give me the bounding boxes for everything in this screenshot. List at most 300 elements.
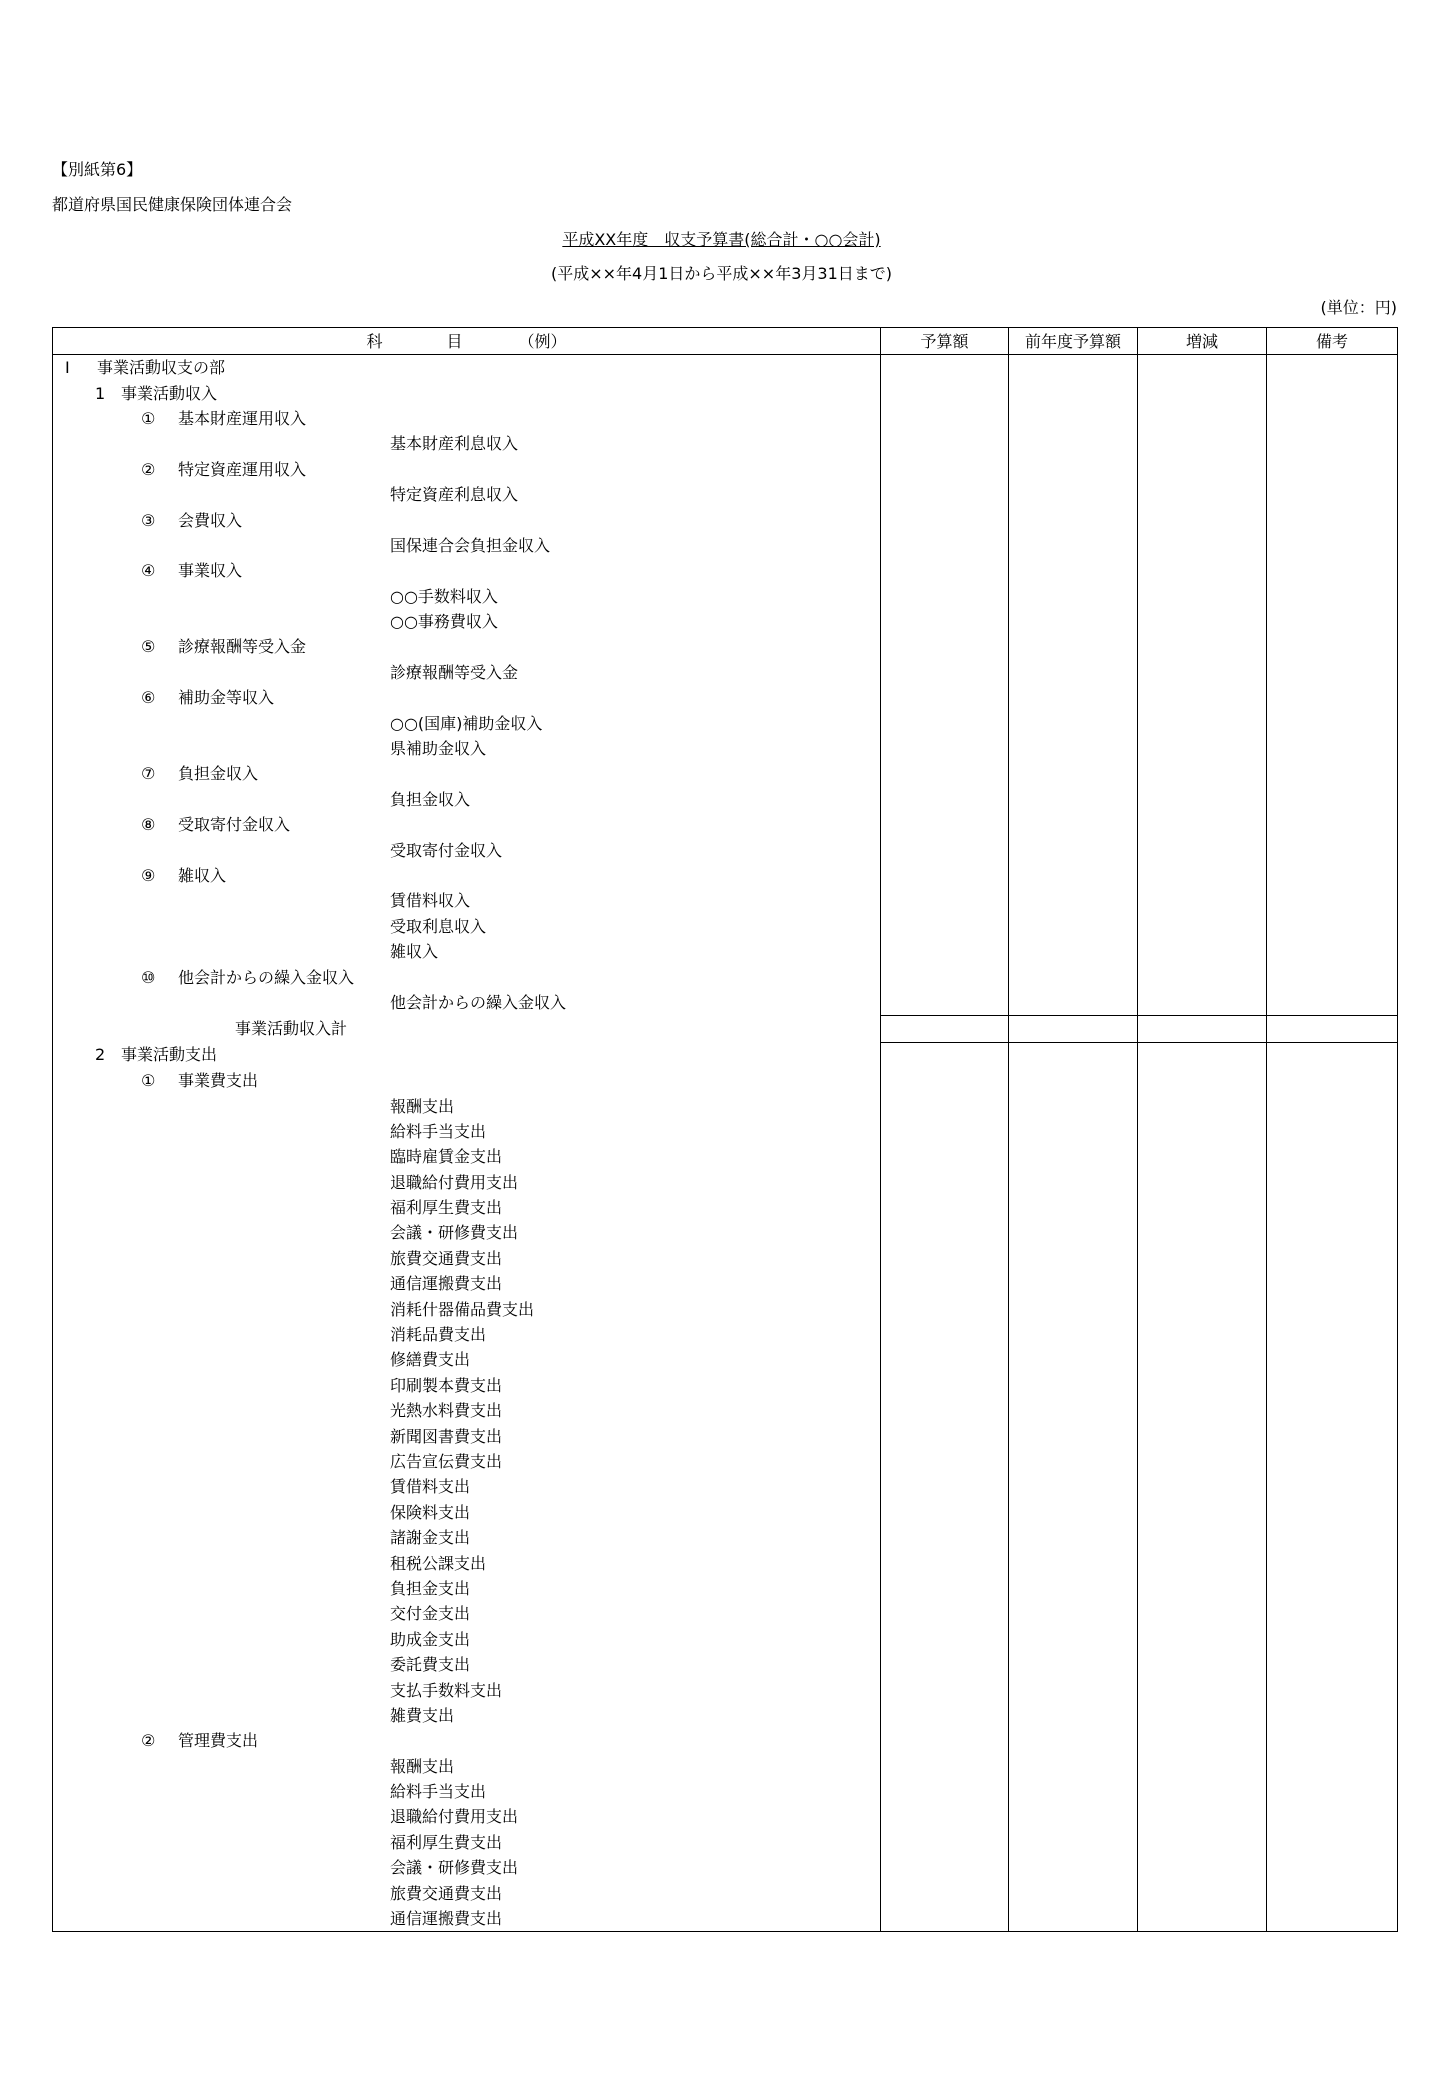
subject-cell bbox=[53, 1880, 881, 1905]
remarks-cell[interactable] bbox=[1267, 380, 1398, 405]
budget-cell[interactable] bbox=[881, 1271, 1009, 1296]
prev-budget-cell[interactable] bbox=[1009, 431, 1138, 456]
budget-cell[interactable] bbox=[881, 787, 1009, 812]
prev-budget-cell[interactable] bbox=[1009, 964, 1138, 989]
change-cell[interactable] bbox=[1138, 533, 1267, 558]
remarks-cell[interactable] bbox=[1267, 1677, 1398, 1702]
header-prev-budget: 前年度予算額 bbox=[1009, 328, 1138, 355]
budget-cell[interactable] bbox=[881, 634, 1009, 659]
table-row bbox=[53, 533, 1398, 558]
prev-budget-cell[interactable] bbox=[1009, 914, 1138, 939]
item-label: 雑収入 bbox=[390, 942, 439, 962]
prev-budget-cell[interactable] bbox=[1009, 558, 1138, 583]
prev-budget-cell[interactable] bbox=[1009, 1449, 1138, 1474]
remarks-cell[interactable] bbox=[1267, 837, 1398, 862]
remarks-cell[interactable] bbox=[1267, 990, 1398, 1016]
prev-budget-cell[interactable] bbox=[1009, 406, 1138, 431]
remarks-cell[interactable] bbox=[1267, 710, 1398, 735]
change-cell[interactable] bbox=[1138, 1271, 1267, 1296]
change-cell[interactable] bbox=[1138, 1677, 1267, 1702]
remarks-cell[interactable] bbox=[1267, 1703, 1398, 1728]
table-row bbox=[53, 1296, 1398, 1321]
change-cell[interactable] bbox=[1138, 355, 1267, 381]
item-label: 租税公課支出 bbox=[390, 1553, 487, 1573]
remarks-cell[interactable] bbox=[1267, 1550, 1398, 1575]
budget-cell[interactable] bbox=[881, 355, 1009, 381]
prev-budget-cell[interactable] bbox=[1009, 1170, 1138, 1195]
change-cell[interactable] bbox=[1138, 1728, 1267, 1753]
table-row bbox=[53, 1347, 1398, 1372]
prev-budget-cell[interactable] bbox=[1009, 1068, 1138, 1093]
remarks-cell[interactable] bbox=[1267, 888, 1398, 913]
budget-cell[interactable] bbox=[881, 406, 1009, 431]
change-cell[interactable] bbox=[1138, 685, 1267, 710]
header-remarks: 備考 bbox=[1267, 328, 1398, 355]
change-cell[interactable] bbox=[1138, 1627, 1267, 1652]
change-cell[interactable] bbox=[1138, 380, 1267, 405]
prev-budget-cell[interactable] bbox=[1009, 1855, 1138, 1880]
remarks-cell[interactable] bbox=[1267, 1525, 1398, 1550]
change-cell[interactable] bbox=[1138, 584, 1267, 609]
change-cell[interactable] bbox=[1138, 609, 1267, 634]
remarks-cell[interactable] bbox=[1267, 1246, 1398, 1271]
budget-cell[interactable] bbox=[881, 1474, 1009, 1499]
item-label: 受取利息収入 bbox=[390, 916, 487, 936]
budget-cell[interactable] bbox=[881, 914, 1009, 939]
remarks-cell[interactable] bbox=[1267, 1068, 1398, 1093]
remarks-cell[interactable] bbox=[1267, 1119, 1398, 1144]
change-cell[interactable] bbox=[1138, 1042, 1267, 1068]
prev-budget-cell[interactable] bbox=[1009, 888, 1138, 913]
remarks-cell[interactable] bbox=[1267, 1474, 1398, 1499]
prev-budget-cell[interactable] bbox=[1009, 1093, 1138, 1118]
change-cell[interactable] bbox=[1138, 1170, 1267, 1195]
budget-cell[interactable] bbox=[881, 1855, 1009, 1880]
remarks-cell[interactable] bbox=[1267, 685, 1398, 710]
prev-budget-cell[interactable] bbox=[1009, 355, 1138, 381]
budget-cell[interactable] bbox=[881, 863, 1009, 888]
item-number: ⑦ bbox=[141, 764, 156, 784]
change-cell[interactable] bbox=[1138, 1855, 1267, 1880]
prev-budget-cell[interactable] bbox=[1009, 609, 1138, 634]
item-label: 事業活動収支の部 bbox=[97, 358, 226, 378]
change-cell[interactable] bbox=[1138, 1296, 1267, 1321]
prev-budget-cell[interactable] bbox=[1009, 736, 1138, 761]
remarks-cell[interactable] bbox=[1267, 1753, 1398, 1778]
change-cell[interactable] bbox=[1138, 1423, 1267, 1448]
budget-cell[interactable] bbox=[881, 1347, 1009, 1372]
subject-cell bbox=[53, 431, 881, 456]
item-label: 通信運搬費支出 bbox=[390, 1909, 503, 1929]
budget-cell[interactable] bbox=[881, 1576, 1009, 1601]
budget-cell[interactable] bbox=[881, 1322, 1009, 1347]
prev-budget-cell[interactable] bbox=[1009, 1753, 1138, 1778]
prev-budget-cell[interactable] bbox=[1009, 1906, 1138, 1932]
item-label: 国保連合会負担金収入 bbox=[390, 535, 551, 555]
table-row bbox=[53, 685, 1398, 710]
change-cell[interactable] bbox=[1138, 507, 1267, 532]
table-row bbox=[53, 1830, 1398, 1855]
prev-budget-cell[interactable] bbox=[1009, 863, 1138, 888]
prev-budget-cell[interactable] bbox=[1009, 1119, 1138, 1144]
prev-budget-cell[interactable] bbox=[1009, 482, 1138, 507]
remarks-cell[interactable] bbox=[1267, 1500, 1398, 1525]
prev-budget-cell[interactable] bbox=[1009, 1474, 1138, 1499]
prev-budget-cell[interactable] bbox=[1009, 1576, 1138, 1601]
item-number: ① bbox=[141, 1071, 156, 1091]
change-cell[interactable] bbox=[1138, 736, 1267, 761]
budget-cell[interactable] bbox=[881, 609, 1009, 634]
remarks-cell[interactable] bbox=[1267, 812, 1398, 837]
remarks-cell[interactable] bbox=[1267, 761, 1398, 786]
remarks-cell[interactable] bbox=[1267, 457, 1398, 482]
remarks-cell[interactable] bbox=[1267, 1449, 1398, 1474]
budget-cell[interactable] bbox=[881, 431, 1009, 456]
remarks-cell[interactable] bbox=[1267, 1855, 1398, 1880]
remarks-cell[interactable] bbox=[1267, 431, 1398, 456]
prev-budget-cell[interactable] bbox=[1009, 1398, 1138, 1423]
change-cell[interactable] bbox=[1138, 1068, 1267, 1093]
prev-budget-cell[interactable] bbox=[1009, 1550, 1138, 1575]
prev-budget-cell[interactable] bbox=[1009, 761, 1138, 786]
prev-budget-cell[interactable] bbox=[1009, 1220, 1138, 1245]
budget-cell[interactable] bbox=[881, 1830, 1009, 1855]
remarks-cell[interactable] bbox=[1267, 507, 1398, 532]
change-cell[interactable] bbox=[1138, 1576, 1267, 1601]
budget-cell[interactable] bbox=[881, 1296, 1009, 1321]
prev-budget-cell[interactable] bbox=[1009, 660, 1138, 685]
change-cell[interactable] bbox=[1138, 1398, 1267, 1423]
change-cell[interactable] bbox=[1138, 1880, 1267, 1905]
budget-cell[interactable] bbox=[881, 1804, 1009, 1829]
remarks-cell[interactable] bbox=[1267, 1373, 1398, 1398]
remarks-cell[interactable] bbox=[1267, 1296, 1398, 1321]
prev-budget-cell[interactable] bbox=[1009, 1246, 1138, 1271]
change-cell[interactable] bbox=[1138, 634, 1267, 659]
budget-cell[interactable] bbox=[881, 660, 1009, 685]
item-label: 給料手当支出 bbox=[390, 1782, 487, 1802]
table-row bbox=[53, 1880, 1398, 1905]
remarks-cell[interactable] bbox=[1267, 355, 1398, 381]
remarks-cell[interactable] bbox=[1267, 1347, 1398, 1372]
budget-cell[interactable] bbox=[881, 1906, 1009, 1932]
remarks-cell[interactable] bbox=[1267, 1880, 1398, 1905]
budget-cell[interactable] bbox=[881, 1423, 1009, 1448]
change-cell[interactable] bbox=[1138, 1322, 1267, 1347]
budget-cell[interactable] bbox=[881, 1728, 1009, 1753]
prev-budget-cell[interactable] bbox=[1009, 1296, 1138, 1321]
remarks-cell[interactable] bbox=[1267, 914, 1398, 939]
table-row bbox=[53, 1576, 1398, 1601]
change-cell[interactable] bbox=[1138, 787, 1267, 812]
budget-cell[interactable] bbox=[881, 1144, 1009, 1169]
remarks-cell[interactable] bbox=[1267, 1423, 1398, 1448]
prev-budget-cell[interactable] bbox=[1009, 634, 1138, 659]
remarks-cell[interactable] bbox=[1267, 1322, 1398, 1347]
remarks-cell[interactable] bbox=[1267, 964, 1398, 989]
budget-cell[interactable] bbox=[881, 584, 1009, 609]
budget-cell[interactable] bbox=[881, 1195, 1009, 1220]
change-cell[interactable] bbox=[1138, 406, 1267, 431]
prev-budget-cell[interactable] bbox=[1009, 710, 1138, 735]
prev-budget-cell[interactable] bbox=[1009, 1423, 1138, 1448]
prev-budget-cell[interactable] bbox=[1009, 685, 1138, 710]
prev-budget-cell[interactable] bbox=[1009, 457, 1138, 482]
remarks-cell[interactable] bbox=[1267, 1170, 1398, 1195]
prev-budget-cell[interactable] bbox=[1009, 939, 1138, 964]
remarks-cell[interactable] bbox=[1267, 1093, 1398, 1118]
prev-budget-cell[interactable] bbox=[1009, 1804, 1138, 1829]
change-cell[interactable] bbox=[1138, 1246, 1267, 1271]
remarks-cell[interactable] bbox=[1267, 863, 1398, 888]
prev-budget-cell[interactable] bbox=[1009, 507, 1138, 532]
remarks-cell[interactable] bbox=[1267, 939, 1398, 964]
prev-budget-cell[interactable] bbox=[1009, 380, 1138, 405]
budget-cell[interactable] bbox=[881, 964, 1009, 989]
budget-cell[interactable] bbox=[881, 1246, 1009, 1271]
item-label: 助成金支出 bbox=[390, 1629, 471, 1649]
budget-cell[interactable] bbox=[881, 1449, 1009, 1474]
budget-cell[interactable] bbox=[881, 1677, 1009, 1702]
change-cell[interactable] bbox=[1138, 1093, 1267, 1118]
subject-cell bbox=[53, 609, 881, 634]
prev-budget-cell[interactable] bbox=[1009, 1042, 1138, 1068]
change-cell[interactable] bbox=[1138, 1016, 1267, 1042]
remarks-cell[interactable] bbox=[1267, 1627, 1398, 1652]
prev-budget-cell[interactable] bbox=[1009, 1500, 1138, 1525]
budget-cell[interactable] bbox=[881, 939, 1009, 964]
remarks-cell[interactable] bbox=[1267, 736, 1398, 761]
budget-cell[interactable] bbox=[881, 1119, 1009, 1144]
budget-cell[interactable] bbox=[881, 1220, 1009, 1245]
prev-budget-cell[interactable] bbox=[1009, 584, 1138, 609]
budget-cell[interactable] bbox=[881, 736, 1009, 761]
prev-budget-cell[interactable] bbox=[1009, 1601, 1138, 1626]
change-cell[interactable] bbox=[1138, 914, 1267, 939]
prev-budget-cell[interactable] bbox=[1009, 533, 1138, 558]
change-cell[interactable] bbox=[1138, 457, 1267, 482]
remarks-cell[interactable] bbox=[1267, 1195, 1398, 1220]
item-label: 新聞図書費支出 bbox=[390, 1426, 503, 1446]
item-label: 福利厚生費支出 bbox=[390, 1832, 503, 1852]
budget-cell[interactable] bbox=[881, 1398, 1009, 1423]
item-number: Ⅰ bbox=[65, 358, 70, 378]
remarks-cell[interactable] bbox=[1267, 1576, 1398, 1601]
budget-cell[interactable] bbox=[881, 1601, 1009, 1626]
change-cell[interactable] bbox=[1138, 1804, 1267, 1829]
table-row bbox=[53, 1703, 1398, 1728]
budget-cell[interactable] bbox=[881, 1525, 1009, 1550]
prev-budget-cell[interactable] bbox=[1009, 1830, 1138, 1855]
budget-cell[interactable] bbox=[881, 812, 1009, 837]
budget-cell[interactable] bbox=[881, 380, 1009, 405]
item-label: 交付金支出 bbox=[390, 1604, 471, 1624]
remarks-cell[interactable] bbox=[1267, 584, 1398, 609]
change-cell[interactable] bbox=[1138, 482, 1267, 507]
remarks-cell[interactable] bbox=[1267, 1804, 1398, 1829]
budget-cell[interactable] bbox=[881, 1703, 1009, 1728]
table-row bbox=[53, 710, 1398, 735]
budget-cell[interactable] bbox=[881, 533, 1009, 558]
item-label: 報酬支出 bbox=[390, 1756, 455, 1776]
remarks-cell[interactable] bbox=[1267, 1728, 1398, 1753]
budget-cell[interactable] bbox=[881, 1170, 1009, 1195]
remarks-cell[interactable] bbox=[1267, 1652, 1398, 1677]
prev-budget-cell[interactable] bbox=[1009, 1525, 1138, 1550]
budget-cell[interactable] bbox=[881, 1753, 1009, 1778]
change-cell[interactable] bbox=[1138, 1373, 1267, 1398]
change-cell[interactable] bbox=[1138, 1601, 1267, 1626]
prev-budget-cell[interactable] bbox=[1009, 1880, 1138, 1905]
remarks-cell[interactable] bbox=[1267, 787, 1398, 812]
prev-budget-cell[interactable] bbox=[1009, 1144, 1138, 1169]
budget-cell[interactable] bbox=[881, 1373, 1009, 1398]
item-label: 通信運搬費支出 bbox=[390, 1274, 503, 1294]
budget-cell[interactable] bbox=[881, 1627, 1009, 1652]
change-cell[interactable] bbox=[1138, 1144, 1267, 1169]
subject-cell bbox=[53, 939, 881, 964]
change-cell[interactable] bbox=[1138, 888, 1267, 913]
change-cell[interactable] bbox=[1138, 1220, 1267, 1245]
prev-budget-cell[interactable] bbox=[1009, 990, 1138, 1016]
prev-budget-cell[interactable] bbox=[1009, 1195, 1138, 1220]
item-number: ⑩ bbox=[141, 967, 156, 987]
prev-budget-cell[interactable] bbox=[1009, 787, 1138, 812]
change-cell[interactable] bbox=[1138, 431, 1267, 456]
remarks-cell[interactable] bbox=[1267, 406, 1398, 431]
change-cell[interactable] bbox=[1138, 964, 1267, 989]
budget-cell[interactable] bbox=[881, 1550, 1009, 1575]
budget-cell[interactable] bbox=[881, 507, 1009, 532]
remarks-cell[interactable] bbox=[1267, 609, 1398, 634]
change-cell[interactable] bbox=[1138, 660, 1267, 685]
prev-budget-cell[interactable] bbox=[1009, 1016, 1138, 1042]
remarks-cell[interactable] bbox=[1267, 533, 1398, 558]
prev-budget-cell[interactable] bbox=[1009, 1322, 1138, 1347]
change-cell[interactable] bbox=[1138, 990, 1267, 1016]
prev-budget-cell[interactable] bbox=[1009, 1271, 1138, 1296]
budget-cell[interactable] bbox=[881, 990, 1009, 1016]
budget-cell[interactable] bbox=[881, 888, 1009, 913]
change-cell[interactable] bbox=[1138, 1474, 1267, 1499]
change-cell[interactable] bbox=[1138, 1449, 1267, 1474]
remarks-cell[interactable] bbox=[1267, 1601, 1398, 1626]
table-row bbox=[53, 609, 1398, 634]
subject-cell bbox=[53, 1322, 881, 1347]
remarks-cell[interactable] bbox=[1267, 558, 1398, 583]
prev-budget-cell[interactable] bbox=[1009, 1677, 1138, 1702]
change-cell[interactable] bbox=[1138, 1753, 1267, 1778]
prev-budget-cell[interactable] bbox=[1009, 1347, 1138, 1372]
change-cell[interactable] bbox=[1138, 710, 1267, 735]
remarks-cell[interactable] bbox=[1267, 1398, 1398, 1423]
budget-cell[interactable] bbox=[881, 457, 1009, 482]
table-row bbox=[53, 1550, 1398, 1575]
item-label: 事業活動収入 bbox=[121, 383, 218, 403]
change-cell[interactable] bbox=[1138, 1830, 1267, 1855]
remarks-cell[interactable] bbox=[1267, 1830, 1398, 1855]
budget-cell[interactable] bbox=[881, 1880, 1009, 1905]
prev-budget-cell[interactable] bbox=[1009, 1652, 1138, 1677]
table-header-row bbox=[53, 328, 1398, 355]
table-row bbox=[53, 457, 1398, 482]
budget-cell[interactable] bbox=[881, 1500, 1009, 1525]
prev-budget-cell[interactable] bbox=[1009, 1728, 1138, 1753]
item-label: ○○手数料収入 bbox=[390, 586, 498, 606]
change-cell[interactable] bbox=[1138, 1119, 1267, 1144]
subject-cell bbox=[53, 1728, 881, 1753]
remarks-cell[interactable] bbox=[1267, 1042, 1398, 1068]
budget-cell[interactable] bbox=[881, 1093, 1009, 1118]
change-cell[interactable] bbox=[1138, 1779, 1267, 1804]
remarks-cell[interactable] bbox=[1267, 1271, 1398, 1296]
subject-cell bbox=[53, 990, 881, 1016]
change-cell[interactable] bbox=[1138, 939, 1267, 964]
prev-budget-cell[interactable] bbox=[1009, 837, 1138, 862]
prev-budget-cell[interactable] bbox=[1009, 1779, 1138, 1804]
remarks-cell[interactable] bbox=[1267, 1016, 1398, 1042]
remarks-cell[interactable] bbox=[1267, 1144, 1398, 1169]
budget-cell[interactable] bbox=[881, 558, 1009, 583]
change-cell[interactable] bbox=[1138, 1550, 1267, 1575]
table-row bbox=[53, 1627, 1398, 1652]
budget-cell[interactable] bbox=[881, 1068, 1009, 1093]
budget-cell[interactable] bbox=[881, 1016, 1009, 1042]
table-body bbox=[53, 355, 1398, 1932]
budget-cell[interactable] bbox=[881, 710, 1009, 735]
item-number: ⑧ bbox=[141, 815, 156, 835]
subject-cell bbox=[53, 558, 881, 583]
item-label: 臨時雇賃金支出 bbox=[390, 1147, 503, 1167]
remarks-cell[interactable] bbox=[1267, 1220, 1398, 1245]
change-cell[interactable] bbox=[1138, 1500, 1267, 1525]
subject-cell bbox=[53, 533, 881, 558]
prev-budget-cell[interactable] bbox=[1009, 1703, 1138, 1728]
change-cell[interactable] bbox=[1138, 812, 1267, 837]
subject-cell bbox=[53, 837, 881, 862]
remarks-cell[interactable] bbox=[1267, 1779, 1398, 1804]
prev-budget-cell[interactable] bbox=[1009, 1627, 1138, 1652]
change-cell[interactable] bbox=[1138, 1347, 1267, 1372]
change-cell[interactable] bbox=[1138, 1652, 1267, 1677]
prev-budget-cell[interactable] bbox=[1009, 812, 1138, 837]
change-cell[interactable] bbox=[1138, 1525, 1267, 1550]
budget-cell[interactable] bbox=[881, 482, 1009, 507]
change-cell[interactable] bbox=[1138, 837, 1267, 862]
change-cell[interactable] bbox=[1138, 558, 1267, 583]
budget-cell[interactable] bbox=[881, 1652, 1009, 1677]
prev-budget-cell[interactable] bbox=[1009, 1373, 1138, 1398]
subject-cell bbox=[53, 787, 881, 812]
remarks-cell[interactable] bbox=[1267, 1906, 1398, 1932]
change-cell[interactable] bbox=[1138, 1195, 1267, 1220]
change-cell[interactable] bbox=[1138, 761, 1267, 786]
remarks-cell[interactable] bbox=[1267, 482, 1398, 507]
remarks-cell[interactable] bbox=[1267, 634, 1398, 659]
budget-cell[interactable] bbox=[881, 761, 1009, 786]
item-label: 県補助金収入 bbox=[390, 739, 487, 759]
change-cell[interactable] bbox=[1138, 1703, 1267, 1728]
change-cell[interactable] bbox=[1138, 863, 1267, 888]
budget-cell[interactable] bbox=[881, 837, 1009, 862]
budget-cell[interactable] bbox=[881, 1042, 1009, 1068]
remarks-cell[interactable] bbox=[1267, 660, 1398, 685]
budget-cell[interactable] bbox=[881, 685, 1009, 710]
change-cell[interactable] bbox=[1138, 1906, 1267, 1932]
item-label: 旅費交通費支出 bbox=[390, 1248, 503, 1268]
item-label: 退職給付費用支出 bbox=[390, 1807, 519, 1827]
budget-cell[interactable] bbox=[881, 1779, 1009, 1804]
